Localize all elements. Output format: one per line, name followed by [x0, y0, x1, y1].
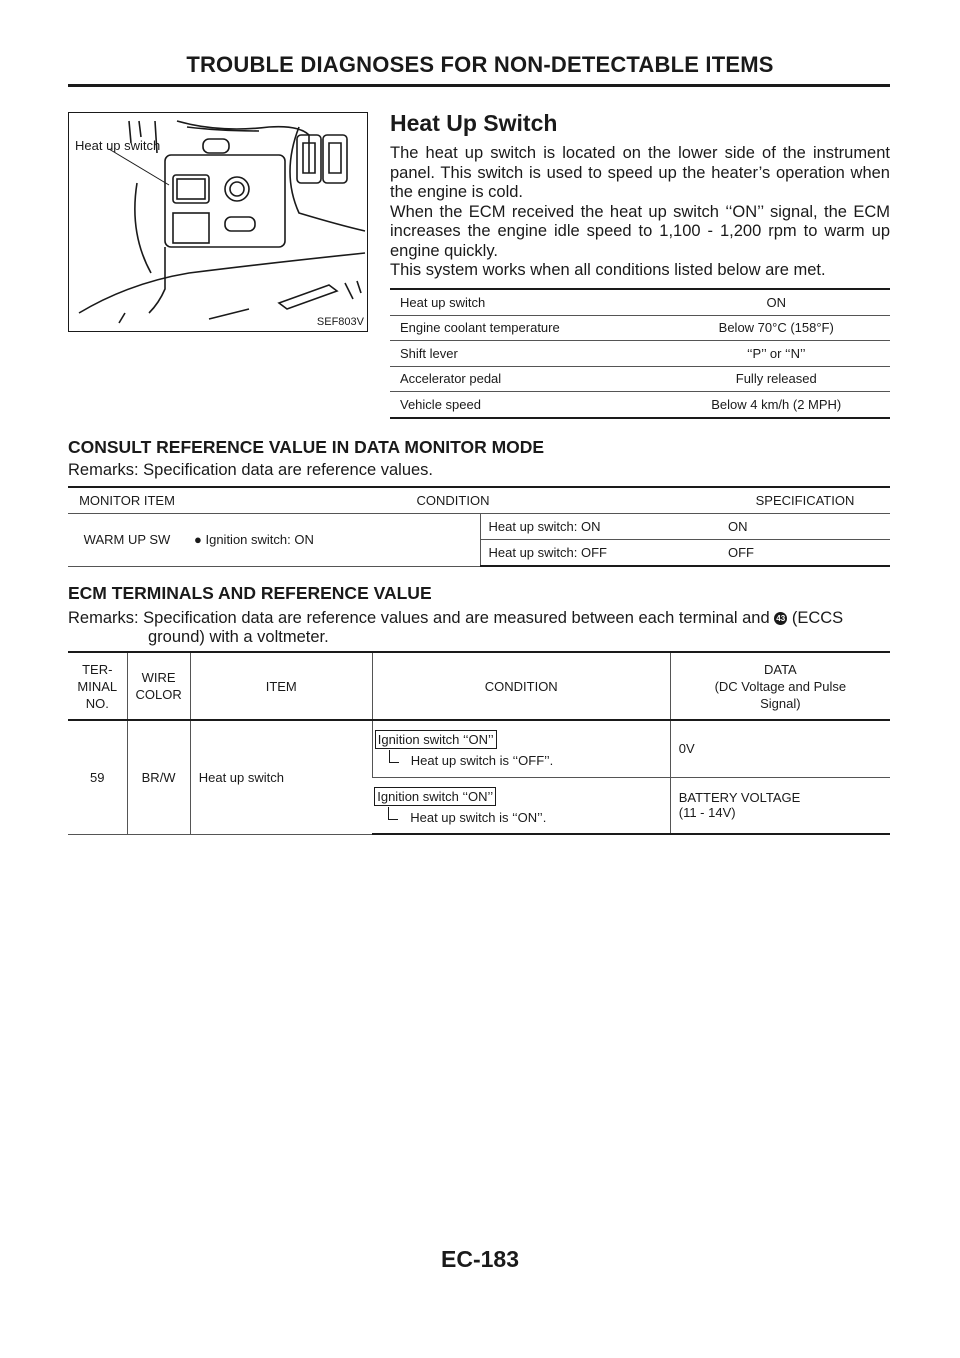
table-row	[390, 392, 890, 418]
condition-cell	[186, 514, 480, 567]
sub-condition	[375, 753, 662, 769]
intro-paragraph: When the ECM received the heat up switch ‘‘ON’’ signal, the ECM increases the engine idle speed to 1,100 - 1,200 rpm to warm up engine quickly.	[390, 202, 890, 260]
condition-item: Heat up switch	[390, 289, 662, 315]
col-condition: CONDITION	[372, 652, 670, 720]
monitor-item-cell: WARM UP SW	[68, 514, 186, 567]
page-number: EC-183	[441, 1246, 519, 1272]
table-header-row	[68, 487, 890, 514]
header-line: MINAL	[77, 678, 118, 694]
header-line: WIRE	[141, 670, 176, 685]
condition-item: Engine coolant temperature	[390, 315, 662, 341]
header-line: Signal)	[760, 695, 801, 711]
bracket-connector	[389, 750, 399, 763]
condition-cell	[372, 777, 670, 834]
col-condition: CONDITION	[186, 487, 720, 514]
spec-cell: ON	[720, 514, 890, 540]
intro-paragraph: The heat up switch is located on the lower side of the instrument panel. This switch is used to speed up the heater’s operation when the engine is cold.	[390, 144, 890, 201]
sub-condition-cell: Heat up switch: ON	[480, 514, 720, 540]
condition-value: Below 70°C (158°F)	[662, 315, 890, 341]
ecm-remarks-line-1	[68, 609, 890, 628]
table-row	[390, 315, 890, 341]
table-header-row	[68, 652, 890, 720]
ecm-remarks-mid: (ECCS	[791, 609, 844, 627]
col-wire-color	[127, 652, 190, 720]
ecm-remarks-start: Remarks: Specification data are reference values and are measured between each terminal and	[68, 609, 770, 627]
intro-paragraph: This system works when all conditions listed below are met.	[390, 261, 826, 279]
header-rule	[68, 84, 890, 87]
ecm-terminal-table	[68, 651, 890, 835]
figure-code: SEF803V	[316, 316, 364, 328]
heat-up-switch-figure	[68, 112, 368, 332]
figure-callout-label: Heat up switch	[75, 138, 161, 153]
data-line: BATTERY VOLTAGE	[678, 790, 801, 806]
header-line: (DC Voltage and Pulse	[714, 678, 847, 694]
boxed-condition: Ignition switch ‘‘ON’’	[375, 730, 497, 749]
ecm-section-title: ECM TERMINALS AND REFERENCE VALUE	[68, 583, 432, 603]
consult-remarks: Remarks: Specification data are reference values.	[68, 461, 434, 479]
section-title: Heat Up Switch	[390, 110, 558, 136]
intro-text	[390, 144, 890, 281]
sub-condition-text: Heat up switch is ‘‘ON’’.	[410, 809, 547, 825]
table-row	[390, 341, 890, 367]
sub-condition-text: Heat up switch is ‘‘OFF’’.	[410, 753, 554, 769]
table-row	[68, 720, 890, 777]
condition-item: Accelerator pedal	[390, 366, 662, 392]
spec-cell: OFF	[720, 540, 890, 567]
condition-value: ‘‘P’’ or ‘‘N’’	[662, 341, 890, 367]
boxed-condition: Ignition switch ‘‘ON’’	[374, 787, 496, 806]
terminal-no-cell: 59	[68, 720, 127, 834]
sub-condition-cell: Heat up switch: OFF	[480, 540, 720, 567]
data-cell	[670, 777, 890, 834]
col-monitor-item: MONITOR ITEM	[68, 487, 186, 514]
header-line: COLOR	[135, 687, 182, 702]
condition-value: Below 4 km/h (2 MPH)	[662, 392, 890, 418]
table-row	[390, 289, 890, 315]
page-header-title: TROUBLE DIAGNOSES FOR NON-DETECTABLE ITEMS	[186, 52, 774, 77]
col-specification: SPECIFICATION	[720, 487, 890, 514]
condition-text: Ignition switch: ON	[205, 532, 314, 548]
header-line: NO.	[85, 695, 109, 711]
table-row	[390, 366, 890, 392]
bracket-connector	[388, 807, 398, 820]
condition-value: Fully released	[662, 366, 890, 392]
condition-item: Shift lever	[390, 341, 662, 367]
wire-color-cell: BR/W	[127, 720, 190, 834]
condition-item: Vehicle speed	[390, 392, 662, 418]
data-line: 0V	[678, 741, 695, 757]
ecm-remarks-end: ground) with a voltmeter.	[148, 628, 329, 646]
condition-value: ON	[662, 289, 890, 315]
col-data	[670, 652, 890, 720]
condition-cell	[372, 720, 670, 777]
col-item: ITEM	[190, 652, 372, 720]
conditions-table	[390, 288, 890, 419]
sub-condition	[374, 810, 662, 826]
header-line: DATA	[763, 661, 797, 677]
data-line: (11 - 14V)	[678, 805, 736, 821]
consult-section-title: CONSULT REFERENCE VALUE IN DATA MONITOR MODE	[68, 437, 545, 457]
header-line: TER-	[82, 661, 113, 677]
data-cell	[670, 720, 890, 777]
ground-terminal-icon: 43	[774, 612, 787, 625]
col-terminal-no	[68, 652, 127, 720]
bullet-icon: ●	[194, 532, 202, 548]
table-row	[68, 514, 890, 540]
item-cell: Heat up switch	[190, 720, 372, 834]
ecm-remarks	[68, 609, 890, 647]
consult-table	[68, 486, 890, 567]
